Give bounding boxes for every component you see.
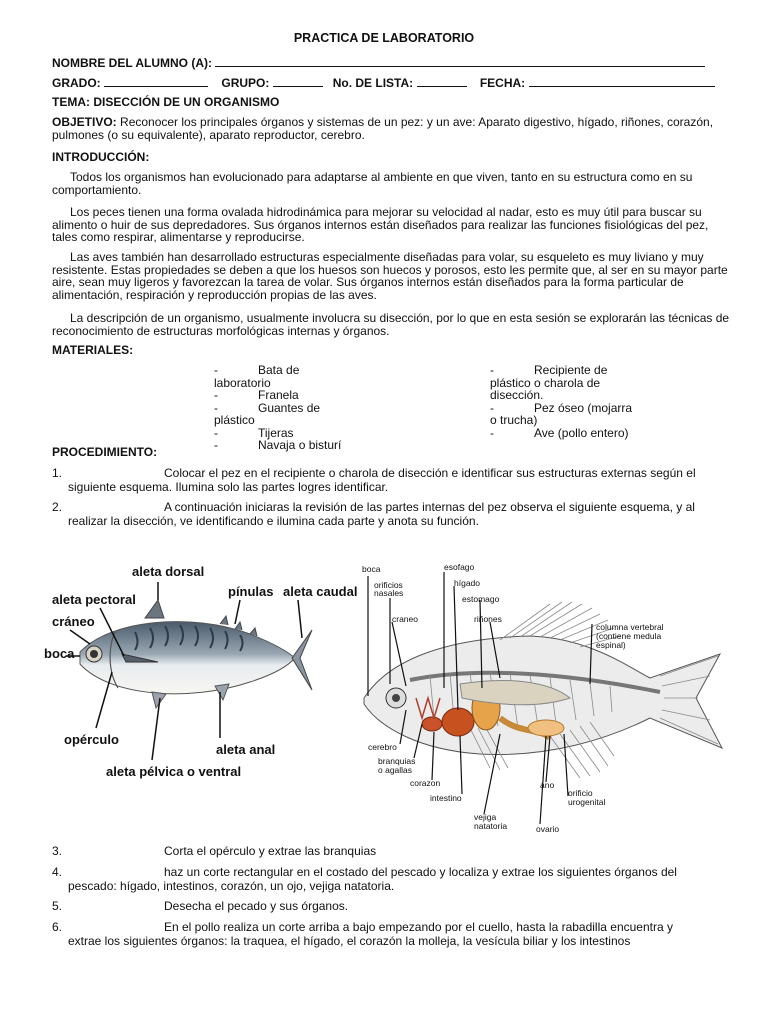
step-4-text: haz un corte rectangular en el costado del pescado y localiza y extrae los siguientes órganos del <box>164 865 677 879</box>
material-item: - Navaja o bisturí <box>214 438 342 452</box>
step-5-text: Desecha el pecado y sus órganos. <box>164 899 349 913</box>
materiales-right <box>490 364 670 439</box>
label-int-contiene: (contiene medula <box>596 631 662 641</box>
step-3-text: Corta el opérculo y extrae las branquias <box>164 844 377 858</box>
intro-paragraph-1: Todos los organismos han evolucionado para adaptarse al ambiente en que viven, tanto en su estructura como en su comportamiento. <box>52 170 693 197</box>
grupo-field[interactable] <box>273 75 323 87</box>
label-int-agallas: o agallas <box>378 765 413 775</box>
label-aleta-pectoral: aleta pectoral <box>52 592 136 607</box>
material-item-cont: plástico o charola de <box>490 375 601 390</box>
step-6-number: 6. <box>52 920 63 934</box>
liver-organ <box>442 708 474 736</box>
materiales-heading: MATERIALES: <box>52 343 134 357</box>
tema-heading: TEMA: DISECCIÓN DE UN ORGANISMO <box>52 95 280 109</box>
grado-row <box>52 75 732 90</box>
material-item: - Recipiente de <box>490 363 608 377</box>
material-item-cont: laboratorio <box>214 375 271 390</box>
label-aleta-dorsal: aleta dorsal <box>132 564 205 579</box>
material-item: - Guantes de <box>214 400 321 415</box>
material-item: - Bata de <box>214 363 300 377</box>
label-int-branquias: branquias <box>378 756 416 766</box>
material-item: - Pez óseo (mojarra <box>490 400 633 415</box>
introduccion-heading: INTRODUCCIÓN: <box>52 150 150 164</box>
step-2-number: 2. <box>52 500 63 514</box>
label-int-vejiga: vejiga <box>474 812 497 822</box>
label-boca: boca <box>44 646 75 661</box>
name-label: NOMBRE DEL ALUMNO (A): <box>52 56 212 70</box>
label-int-cerebro: cerebro <box>368 742 397 752</box>
material-item-cont: plástico <box>214 413 255 427</box>
label-aleta-caudal: aleta caudal <box>283 584 358 599</box>
name-field[interactable] <box>215 55 705 67</box>
label-int-ano: ano <box>540 780 555 790</box>
label-aleta-pelvica: aleta pélvica o ventral <box>106 764 242 779</box>
heart-organ <box>422 717 442 731</box>
intro-paragraph-4: La descripción de un organismo, usualmente involucra su disección, por lo que en esta sesión se explorarán las técnicas de reconocimiento de estructuras morfológicas internas y órganos. <box>52 311 730 338</box>
step-3-number: 3. <box>52 844 63 858</box>
name-row <box>52 55 732 70</box>
caudal-fin <box>292 630 312 690</box>
material-item-cont: disección. <box>490 388 544 402</box>
step-1-text-cont: siguiente esquema. Ilumina solo las partes logres identificar. <box>68 480 389 494</box>
label-int-urogenital: urogenital <box>568 797 606 807</box>
label-int-espinal: espinal) <box>596 640 626 650</box>
material-item-cont: o trucha) <box>490 413 538 427</box>
label-int-intestino: intestino <box>430 793 462 803</box>
intro-paragraph-3: Las aves también han desarrollado estructuras especialmente diseñadas para volar, su esqueleto es muy liviano y muy resistente. Estas propiedades se deben a que los huesos son huecos y porosos, esto les permite que, al ser en su mayor parte aire, sean muy ligeros y favorezcan la tarea de volar. Sus órganos internos están diseñados para la forma particular de alimentación, respiración y reproducción propias de las aves. <box>52 250 728 302</box>
material-item: - Tijeras <box>214 425 294 440</box>
step-6-text: En el pollo realiza un corte arriba a bajo empezando por el cuello, hasta la rabadilla encuentra y <box>164 920 673 934</box>
anal-fin <box>215 684 229 700</box>
label-int-corazon: corazon <box>410 778 441 788</box>
grupo-label: GRUPO: <box>221 76 270 90</box>
label-int-higado: hígado <box>454 578 480 588</box>
label-aleta-anal: aleta anal <box>216 742 276 757</box>
step-1-text: Colocar el pez en el recipiente o charola de disección e identificar sus estructuras externas según el <box>164 466 696 480</box>
objetivo-label: OBJETIVO: <box>52 115 117 129</box>
intro-paragraph-2: Los peces tienen una forma ovalada hidrodinámica para mejorar su velocidad al nadar, esto es muy útil para buscar su alimento o huir de sus depredadores. Sus órganos internos están diseñados para realizar las funciones fisiológicas del pez, tales como respirar, alimentarse y reproducirse. <box>52 205 709 244</box>
label-int-craneo: craneo <box>392 614 418 624</box>
label-int-estomago: estomago <box>462 594 500 604</box>
lista-field[interactable] <box>417 75 467 87</box>
label-int-nasales: nasales <box>374 588 404 598</box>
label-int-orificio: orificio <box>568 788 593 798</box>
step-5-number: 5. <box>52 899 63 913</box>
label-craneo: cráneo <box>52 614 95 629</box>
procedimiento-heading: PROCEDIMIENTO: <box>52 445 158 459</box>
grado-label: GRADO: <box>52 76 101 90</box>
label-int-orificios: orificios <box>374 580 403 590</box>
step-4-number: 4. <box>52 865 63 879</box>
objetivo-paragraph <box>52 116 732 141</box>
material-item: - Franela <box>214 388 299 402</box>
internal-fish-figure <box>350 558 735 838</box>
materiales-left <box>214 364 394 452</box>
fecha-label: FECHA: <box>479 76 526 90</box>
label-int-rinones: riñones <box>474 614 502 624</box>
step-2-text: A continuación iniciaras la revisión de las partes internas del pez observa el siguiente esquema, y al <box>164 500 695 514</box>
step-6-text-cont: extrae los siguientes órganos: la traquea, el hígado, el corazón la molleja, la vesícula biliar y los intestinos <box>68 934 631 948</box>
dorsal-fin <box>145 600 164 618</box>
label-int-esofago: esofago <box>444 562 475 572</box>
label-int-natatoria: natatoria <box>474 821 508 831</box>
page-title: PRACTICA DE LABORATORIO <box>293 31 475 45</box>
objetivo-text: Reconocer los principales órganos y sistemas de un pez: y un ave: Aparato digestivo, hígado, riñones, corazón, pulmones (o su equivalente), aparato reproductor, cerebro. <box>52 115 714 142</box>
lista-label: No. DE LISTA: <box>332 76 414 90</box>
ovary-organ <box>528 720 564 736</box>
step-4-text-cont: pescado: hígado, intestinos, corazón, un ojo, vejiga natatoria. <box>68 879 395 893</box>
material-item: - Ave (pollo entero) <box>490 425 629 440</box>
label-int-ovario: ovario <box>536 824 560 834</box>
label-pinulas: pínulas <box>228 584 274 599</box>
label-operculo: opérculo <box>64 732 119 747</box>
label-int-boca: boca <box>362 564 381 574</box>
label-int-columna: columna vertebral <box>596 622 664 632</box>
step-2-text-cont: realizar la disección, ve identificando e ilumina cada parte y anota su función. <box>68 514 479 528</box>
grado-field[interactable] <box>104 75 208 87</box>
external-fish-figure <box>40 552 358 792</box>
step-1-number: 1. <box>52 466 63 480</box>
fecha-field[interactable] <box>529 75 715 87</box>
